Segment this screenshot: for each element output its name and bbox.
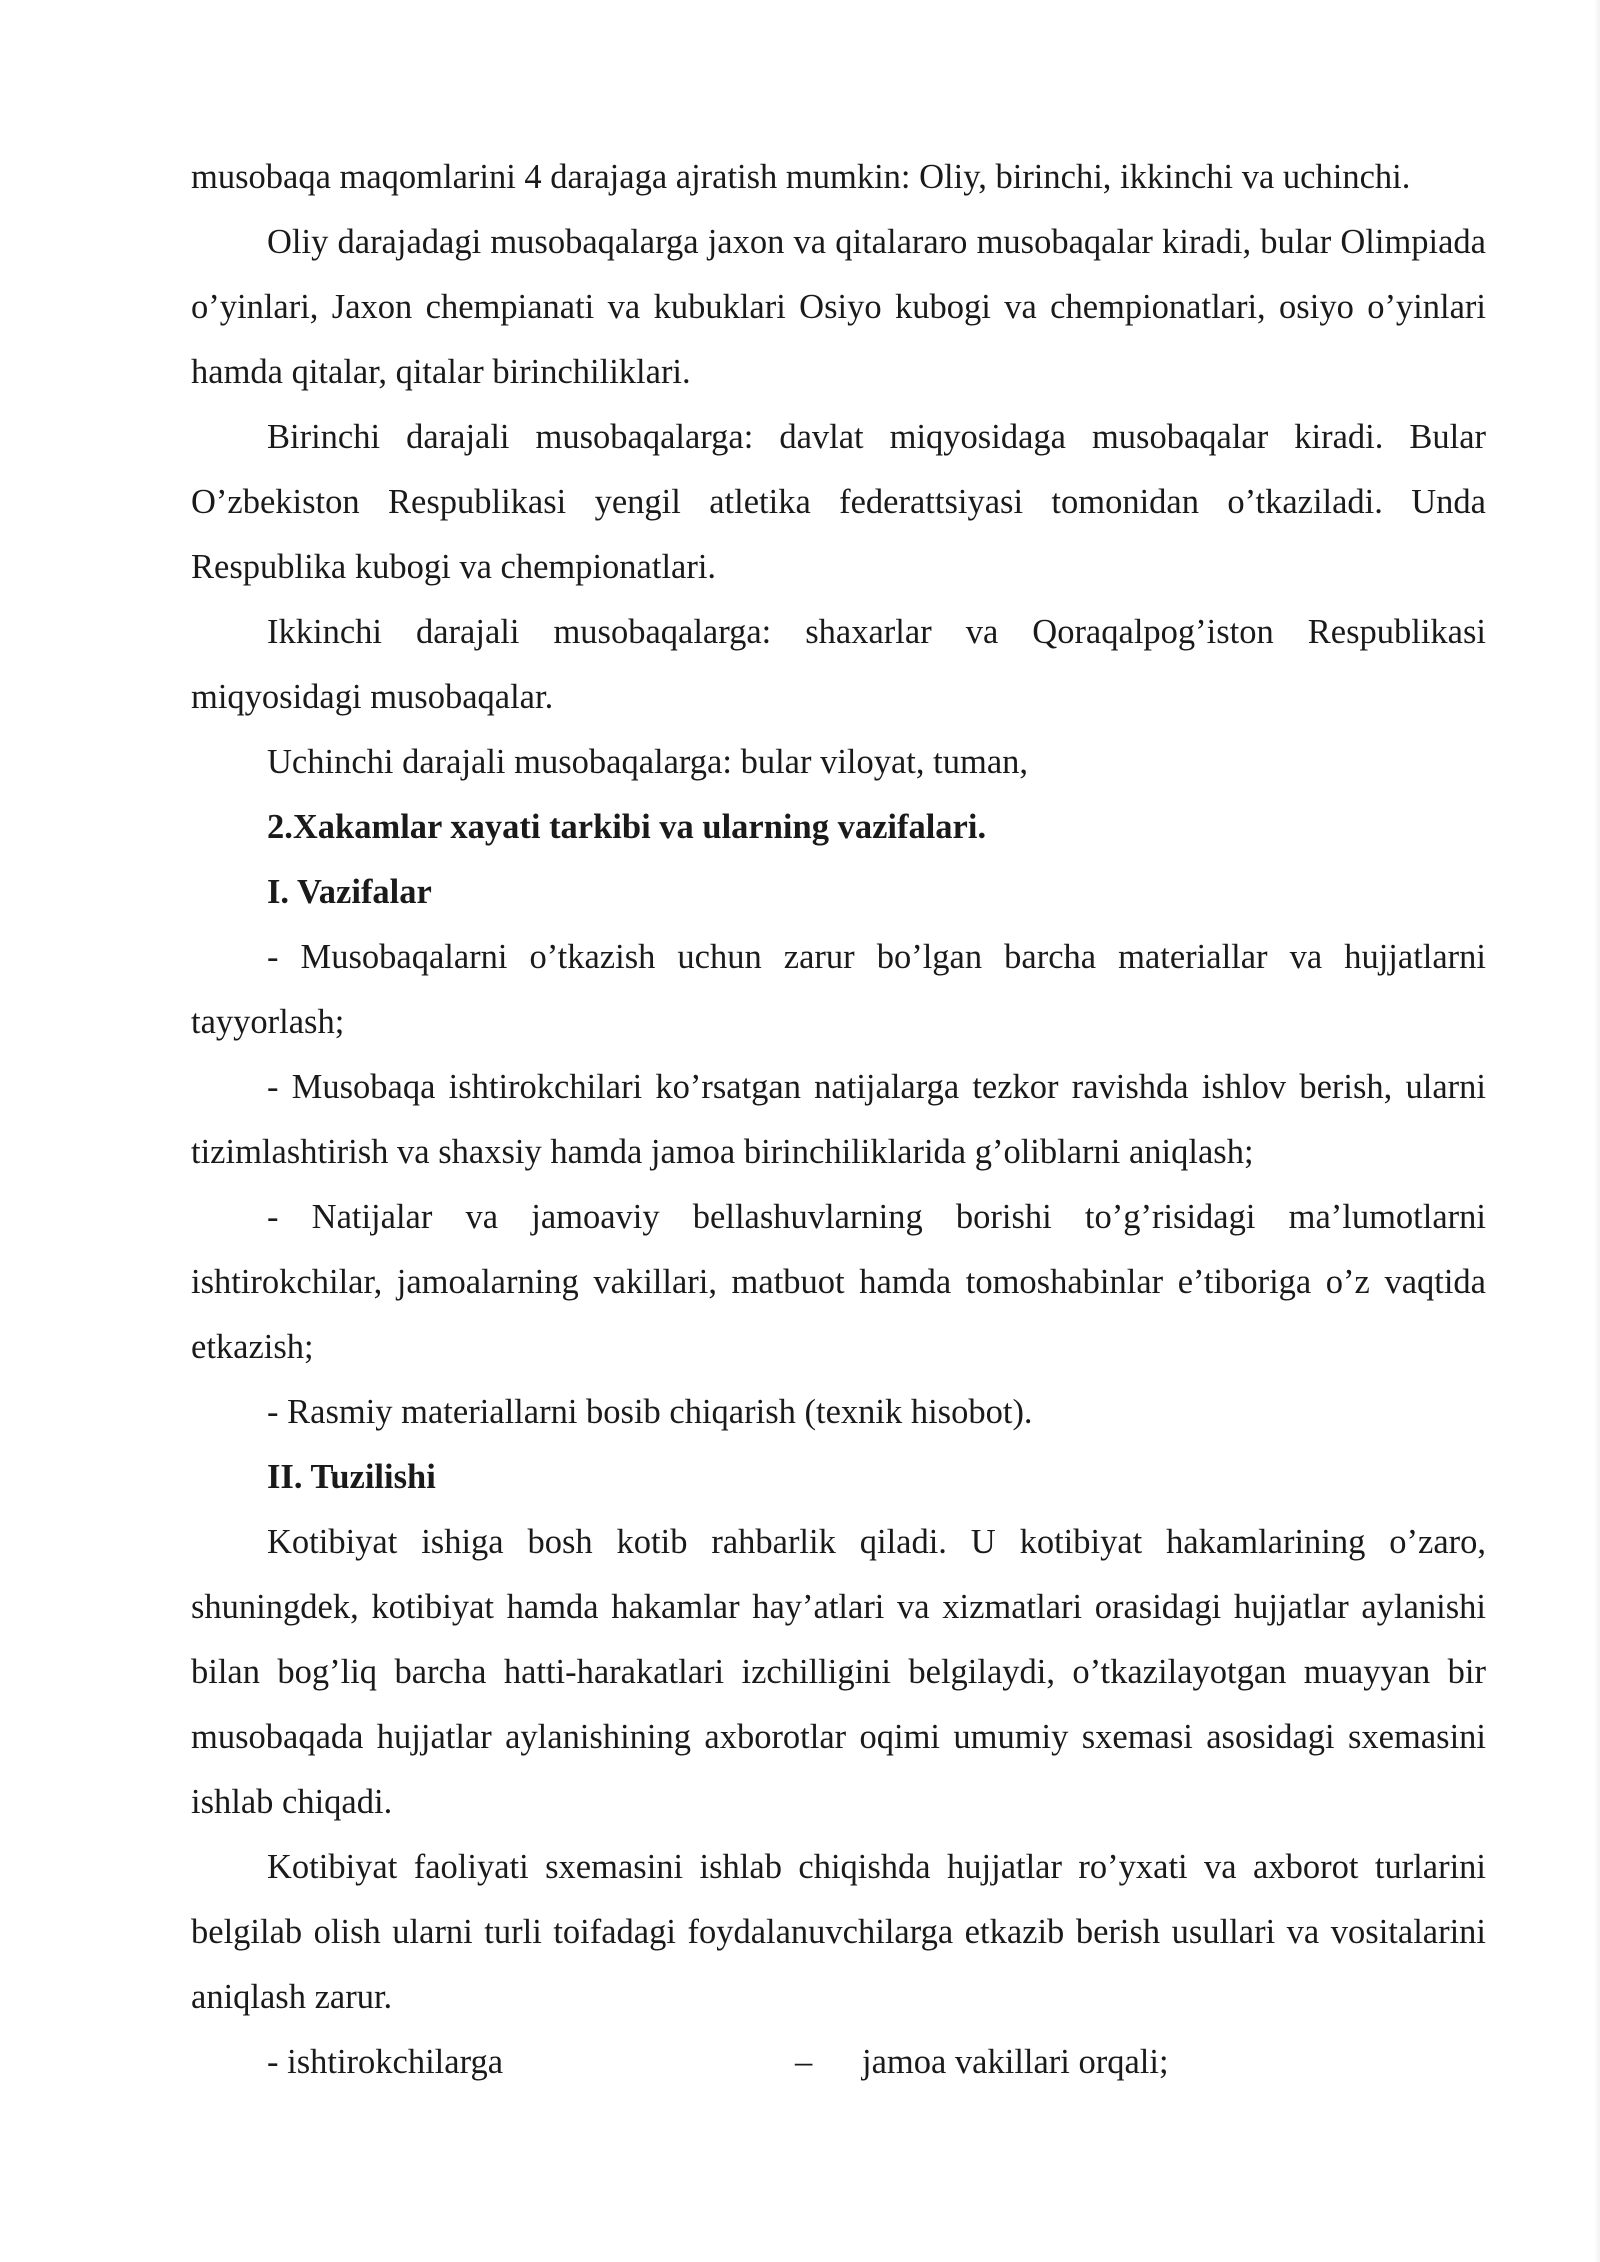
document-page bbox=[191, 145, 1486, 2095]
task-item: - Musobaqa ishtirokchilari ko’rsatgan natijalarga tezkor ravishda ishlov berish, ularni tizimlashtirish va shaxsiy hamda jamoa birinchiliklarida g’oliblarni aniqlash; bbox=[191, 1068, 1486, 1171]
page-edge-shadow bbox=[1594, 0, 1600, 2262]
recipients-row bbox=[191, 2030, 1486, 2095]
paragraph-birinchi: Birinchi darajali musobaqalarga: davlat miqyosidaga musobaqalar kiradi. Bular O’zbekiston Respublikasi yengil atletika federattsiyasi tomonidan o’tkaziladi. Unda Respublika kubogi va chempionatlari. bbox=[191, 418, 1486, 586]
subsection-vazifalar: I. Vazifalar bbox=[267, 873, 432, 911]
recipient-left: - ishtirokchilarga bbox=[267, 2043, 504, 2081]
task-item: - Musobaqalarni o’tkazish uchun zarur bo’lgan barcha materiallar va hujjatlarni tayyorlash; bbox=[191, 938, 1486, 1041]
task-item: - Rasmiy materiallarni bosib chiqarish (texnik hisobot). bbox=[267, 1393, 1033, 1431]
paragraph-continuation: musobaqa maqomlarini 4 darajaga ajratish mumkin: Oliy, birinchi, ikkinchi va uchinchi. bbox=[191, 158, 1411, 196]
section-title: 2.Xakamlar xayati tarkibi va ularning vazifalari. bbox=[267, 808, 987, 846]
subsection-tuzilishi: II. Tuzilishi bbox=[267, 1458, 436, 1496]
task-item: - Natijalar va jamoaviy bellashuvlarning borishi to’g’risidagi ma’lumotlarni ishtirokchilar, jamoalarning vakillari, matbuot hamda tomoshabinlar e’tiboriga o’z vaqtida etkazish; bbox=[191, 1198, 1486, 1366]
recipient-dash: – bbox=[795, 2043, 813, 2081]
recipient-right: jamoa vakillari orqali; bbox=[862, 2043, 1169, 2081]
paragraph-uchinchi: Uchinchi darajali musobaqalarga: bular viloyat, tuman, bbox=[267, 743, 1029, 781]
paragraph-oliy: Oliy darajadagi musobaqalarga jaxon va qitalararo musobaqalar kiradi, bular Olimpiada o’yinlari, Jaxon chempianati va kubuklari Osiyo kubogi va chempionatlari, osiyo o’yinlari hamda qitalar, qitalar birinchiliklari. bbox=[191, 223, 1486, 391]
paragraph-ikkinchi: Ikkinchi darajali musobaqalarga: shaxarlar va Qoraqalpog’iston Respublikasi miqyosidagi musobaqalar. bbox=[191, 613, 1486, 716]
paragraph-kotibiyat-ishi: Kotibiyat ishiga bosh kotib rahbarlik qiladi. U kotibiyat hakamlarining o’zaro, shuningdek, kotibiyat hamda hakamlar hay’atlari va xizmatlari orasidagi hujjatlar aylanishi bilan bog’liq barcha hatti-harakatlari izchilligini belgilaydi, o’tkazilayotgan muayyan bir musobaqada hujjatlar aylanishining axborotlar oqimi umumiy sxemasi asosidagi sxemasini ishlab chiqadi. bbox=[191, 1523, 1486, 1821]
paragraph-kotibiyat-faoliyati: Kotibiyat faoliyati sxemasini ishlab chiqishda hujjatlar ro’yxati va axborot turlarini belgilab olish ularni turli toifadagi foydalanuvchilarga etkazib berish usullari va vositalarini aniqlash zarur. bbox=[191, 1848, 1486, 2016]
